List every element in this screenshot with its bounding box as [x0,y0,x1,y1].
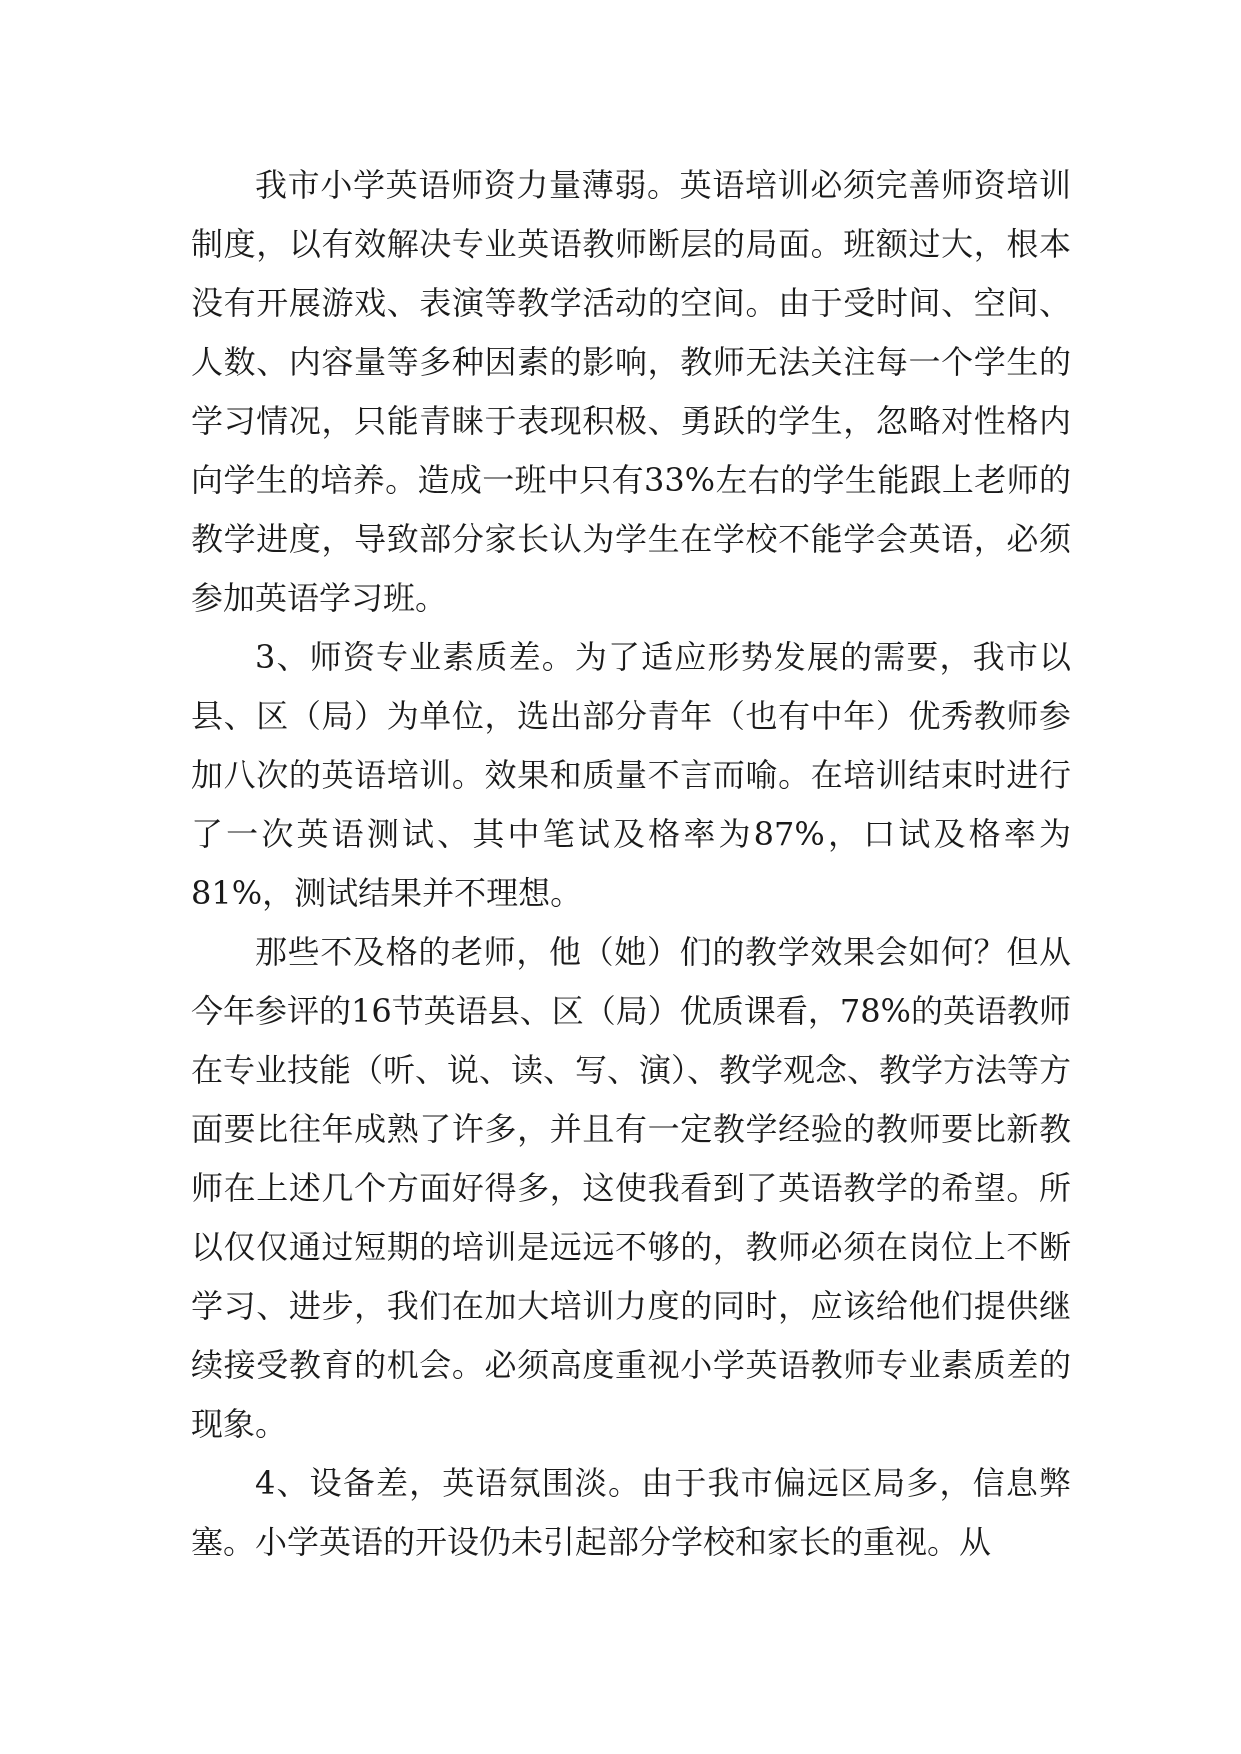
paragraph-equipment: 4、设备差，英语氛围淡。由于我市偏远区局多，信息弊塞。小学英语的开设仍未引起部分学校和家长的重视。从 [191,1464,1071,1561]
paragraph-failing-teachers: 那些不及格的老师，他（她）们的教学效果会如何？但从今年参评的16节英语县、区（局）优质课看，78%的英语教师在专业技能（听、说、读、写、演）、教学观念、教学方法等方面要比往年成熟了许多，并且有一定教学经验的教师要比新教师在上述几个方面好得多，这使我看到了英语教学的希望。所以仅仅通过短期的培训是远远不够的，教师必须在岗位上不断学习、进步，我们在加大培训力度的同时，应该给他们提供继续接受教育的机会。必须高度重视小学英语教师专业素质差的现象。 [191,933,1072,1443]
document-body [191,156,1071,1572]
paragraph-teacher-shortage: 我市小学英语师资力量薄弱。英语培训必须完善师资培训制度，以有效解决专业英语教师断层的局面。班额过大，根本没有开展游戏、表演等教学活动的空间。由于受时间、空间、人数、内容量等多种因素的影响，教师无法关注每一个学生的学习情况，只能青睐于表现积极、勇跃的学生，忽略对性格内向学生的培养。造成一班中只有33%左右的学生能跟上老师的教学进度，导致部分家长认为学生在学校不能学会英语，必须参加英语学习班。 [191,166,1071,617]
paragraph-teacher-quality: 3、师资专业素质差。为了适应形势发展的需要，我市以县、区（局）为单位，选出部分青年（也有中年）优秀教师参加八次的英语培训。效果和质量不言而喻。在培训结束时进行了一次英语测试、其中笔试及格率为87%，口试及格率为81%，测试结果并不理想。 [191,638,1071,912]
